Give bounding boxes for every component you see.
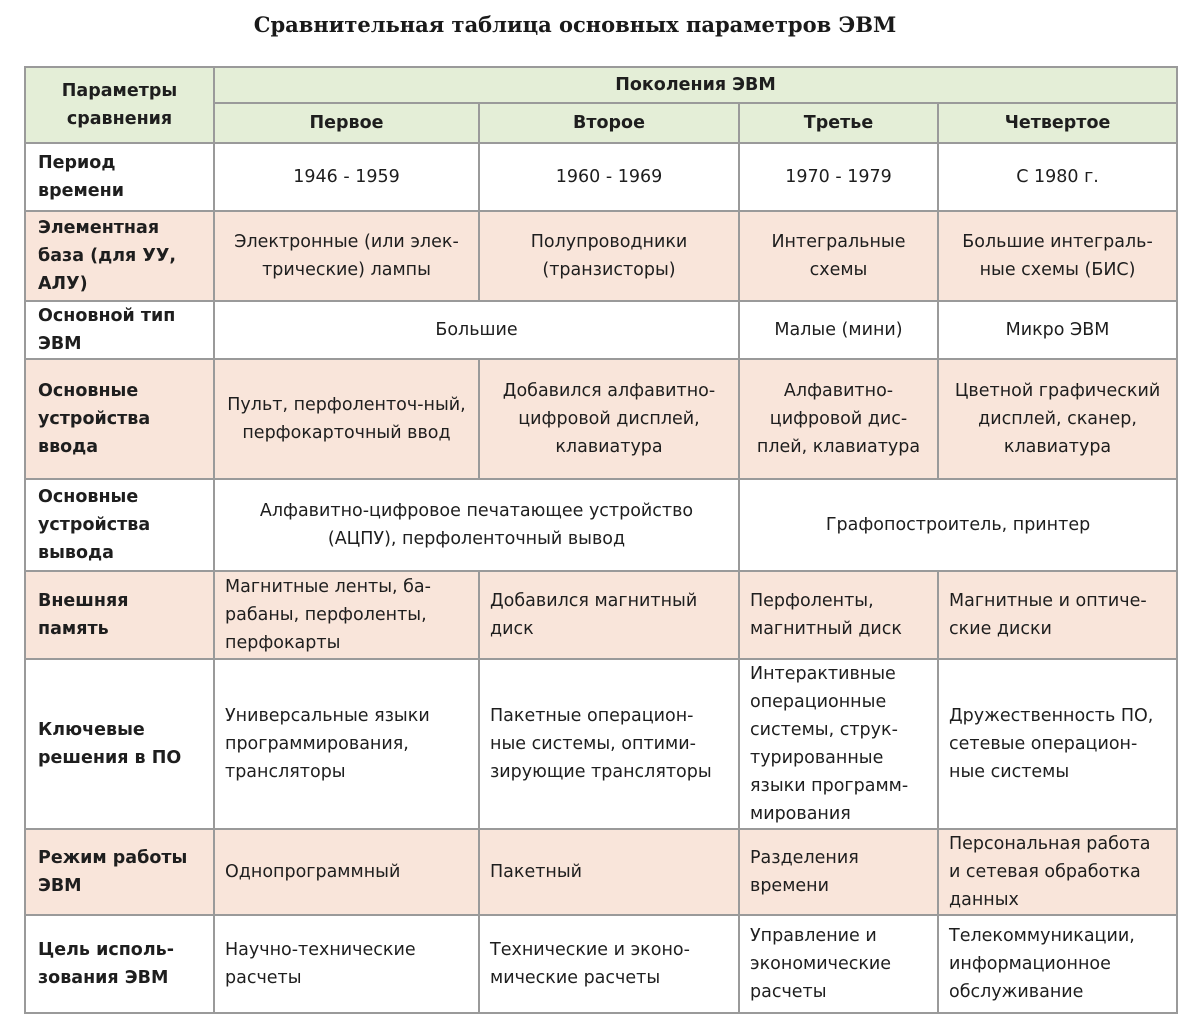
table-cell: Персональная работа и сетевая обработка данных	[938, 829, 1177, 915]
table-cell: Пульт, перфоленточ-ный, перфокарточный ввод	[214, 359, 479, 479]
table-row	[25, 359, 1177, 479]
gen-second: Второе	[479, 103, 739, 143]
table-row	[25, 301, 1177, 359]
row-label: Ключевые решения в ПО	[25, 659, 214, 829]
table-row	[25, 659, 1177, 829]
table-cell: Добавился магнитный диск	[479, 571, 739, 659]
table-cell: Интегральные схемы	[739, 211, 938, 301]
row-label: Внешняя память	[25, 571, 214, 659]
table-cell: Пакетные операцион-ные системы, оптими-зирующие трансляторы	[479, 659, 739, 829]
table-cell: Разделения времени	[739, 829, 938, 915]
gen-fourth: Четвертое	[938, 103, 1177, 143]
gen-third: Третье	[739, 103, 938, 143]
table-cell: Большие интеграль-ные схемы (БИС)	[938, 211, 1177, 301]
table-cell-merged: Графопостроитель, принтер	[739, 479, 1177, 571]
table-cell: Управление и экономические расчеты	[739, 915, 938, 1013]
row-label: Цель исполь-зования ЭВМ	[25, 915, 214, 1013]
table-row	[25, 143, 1177, 211]
table-cell: Дружественность ПО, сетевые операцион-ные системы	[938, 659, 1177, 829]
table-cell: Магнитные и оптиче-ские диски	[938, 571, 1177, 659]
table-cell: Электронные (или элек-трические) лампы	[214, 211, 479, 301]
table-cell: 1960 - 1969	[479, 143, 739, 211]
table-row	[25, 479, 1177, 571]
table-cell: Малые (мини)	[739, 301, 938, 359]
table-row	[25, 211, 1177, 301]
table-cell: Пакетный	[479, 829, 739, 915]
table-row	[25, 829, 1177, 915]
comparison-table	[24, 66, 1178, 1014]
table-cell: Алфавитно-цифровой дис-плей, клавиатура	[739, 359, 938, 479]
table-cell-merged: Алфавитно-цифровое печатающее устройство (АЦПУ), перфоленточный вывод	[214, 479, 739, 571]
row-label: Основные устройства вывода	[25, 479, 214, 571]
table-cell: 1946 - 1959	[214, 143, 479, 211]
param-header: Параметры сравнения	[25, 67, 214, 143]
table-cell: Интерактивные операционные системы, струк-турированные языки программ-мирования	[739, 659, 938, 829]
table-cell: Технические и эконо-мические расчеты	[479, 915, 739, 1013]
table-cell: Универсальные языки программирования, трансляторы	[214, 659, 479, 829]
table-cell: Однопрограммный	[214, 829, 479, 915]
generations-header: Поколения ЭВМ	[214, 67, 1177, 103]
table-cell-merged: Большие	[214, 301, 739, 359]
table-cell: Микро ЭВМ	[938, 301, 1177, 359]
header-row	[25, 67, 1177, 103]
table-cell: Научно-технические расчеты	[214, 915, 479, 1013]
table-row	[25, 915, 1177, 1013]
row-label: Основной тип ЭВМ	[25, 301, 214, 359]
table-cell: С 1980 г.	[938, 143, 1177, 211]
row-label: Основные устройства ввода	[25, 359, 214, 479]
table-cell: Добавился алфавитно-цифровой дисплей, клавиатура	[479, 359, 739, 479]
table-cell: Цветной графический дисплей, сканер, клавиатура	[938, 359, 1177, 479]
table-row	[25, 571, 1177, 659]
page-title: Сравнительная таблица основных параметров ЭВМ	[253, 12, 897, 37]
gen-first: Первое	[214, 103, 479, 143]
table-cell: Телекоммуникации, информационное обслуживание	[938, 915, 1177, 1013]
table-cell: Магнитные ленты, ба-рабаны, перфоленты, перфокарты	[214, 571, 479, 659]
row-label: Период времени	[25, 143, 214, 211]
row-label: Элементная база (для УУ, АЛУ)	[25, 211, 214, 301]
row-label: Режим работы ЭВМ	[25, 829, 214, 915]
table-cell: Перфоленты, магнитный диск	[739, 571, 938, 659]
table-cell: Полупроводники (транзисторы)	[479, 211, 739, 301]
table-cell: 1970 - 1979	[739, 143, 938, 211]
